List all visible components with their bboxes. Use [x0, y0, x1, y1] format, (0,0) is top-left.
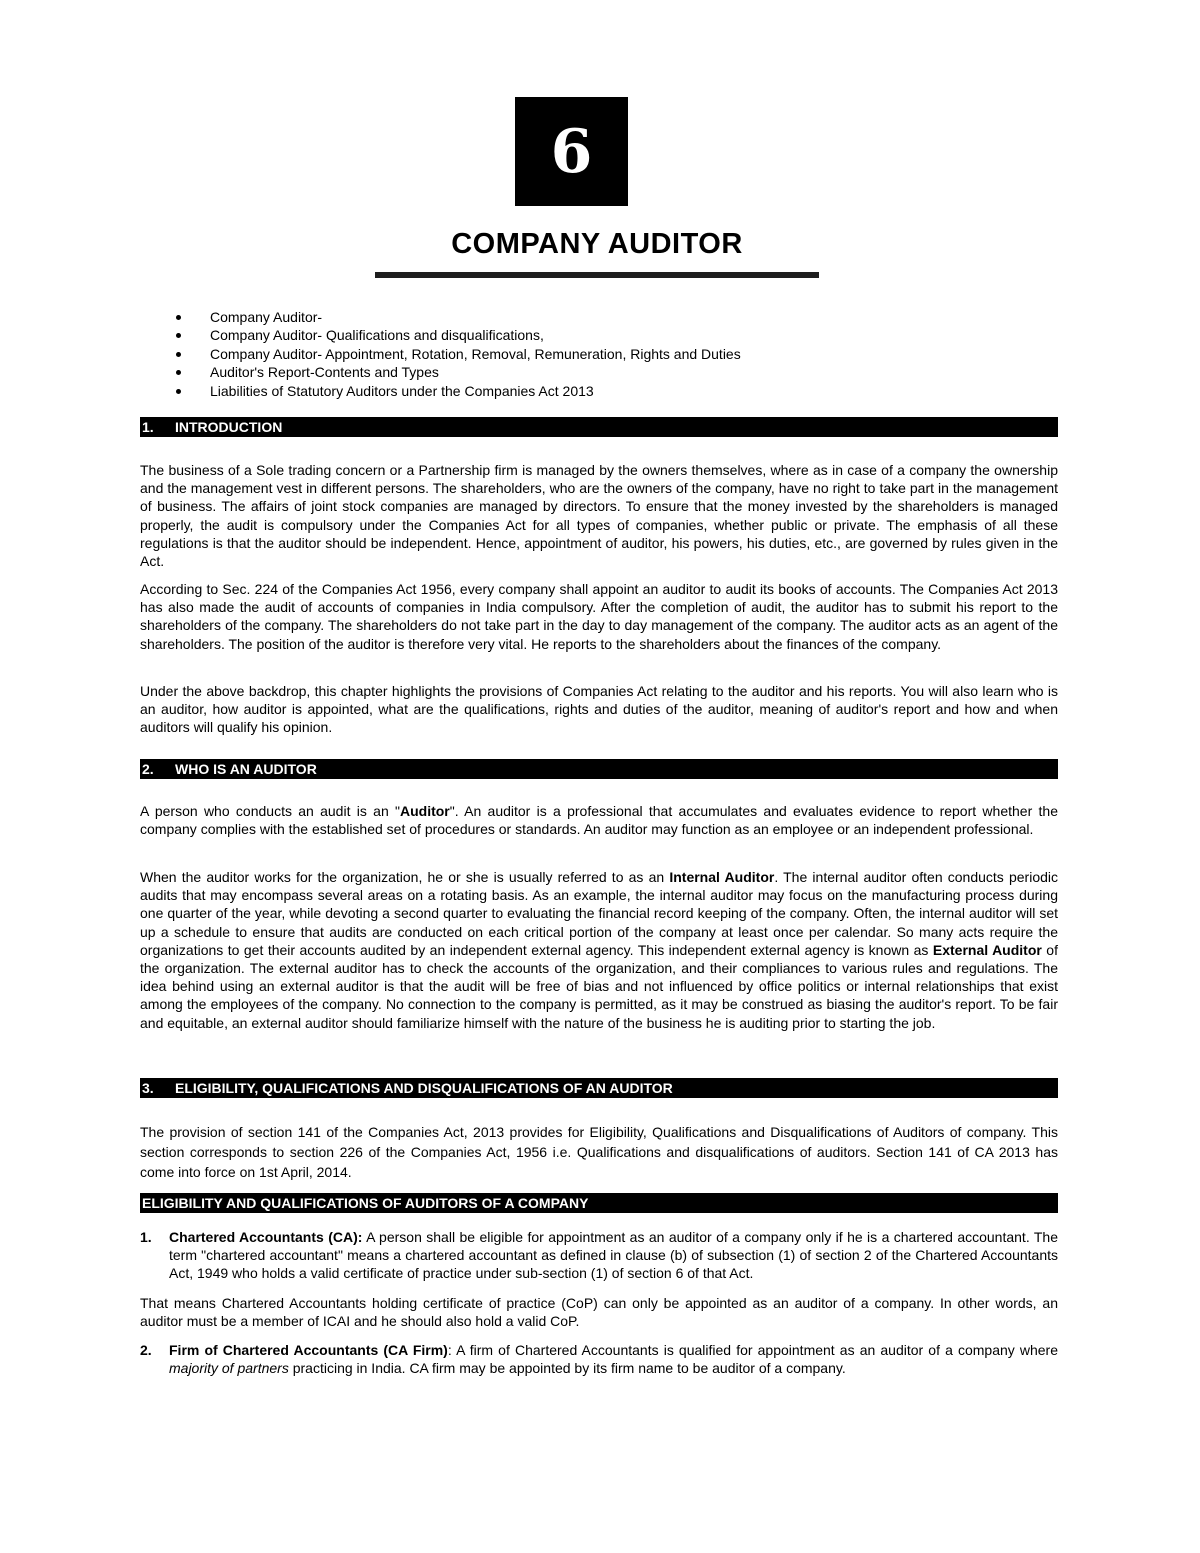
section-heading-who-is-an-auditor [140, 759, 1058, 779]
title-underline [375, 272, 819, 278]
chapter-number-badge [515, 97, 628, 206]
topic-item: Company Auditor- Appointment, Rotation, Removal, Remuneration, Rights and Duties [176, 345, 741, 363]
emphasis-majority-of-partners: majority of partners [169, 1360, 289, 1377]
item-text: A person shall be eligible for appointment as an auditor of a company only if he is a chartered accountant. The term "chartered accountant" means a chartered accountant as defined in clause (b) of subsection (1) of section 2 of the Chartered Accountants Act, 1949 who holds a valid certificate of practice under sub-section (1) of section 6 of that Act. [169, 1229, 1058, 1282]
section-number: 3. [142, 1080, 154, 1096]
item-number: 2. [140, 1342, 152, 1358]
item-text: : A firm of Chartered Accountants is qualified for appointment as an auditor of a company where [447, 1342, 1059, 1358]
who-paragraph-1 [140, 802, 1058, 838]
section-title: ELIGIBILITY, QUALIFICATIONS AND DISQUALIFICATIONS OF AN AUDITOR [175, 1080, 673, 1096]
item-label: Chartered Accountants (CA): [169, 1229, 363, 1245]
subsection-heading-eligibility-qualifications [140, 1193, 1058, 1213]
topic-item: Auditor's Report-Contents and Types [176, 363, 741, 381]
eligibility-paragraph-2: That means Chartered Accountants holding certificate of practice (CoP) can only be appointed as an auditor of a company. In other words, an auditor must be a member of ICAI and he should also hold a valid CoP. [140, 1295, 1058, 1330]
text-run: of the organization. The external auditor has to check the accounts of the organization, and their compliances to various rules and regulations. The idea behind using an external auditor is that the audit will be free of bias and not influenced by office politics or internal relationships that exist among the employees of the company. No connection to the company is permitted, as it may be construed as biasing the auditor's report. To be fair and equitable, an external auditor should familiarize himself with the nature of the business he is auditing prior to starting the job. [140, 941, 1058, 1031]
section-number: 1. [142, 419, 154, 435]
intro-paragraph-1: The business of a Sole trading concern or a Partnership firm is managed by the owners themselves, where as in case of a company the ownership and the management vest in different persons. The shareholders, who are the owners of the company, have no right to take part in the management of business. The affairs of joint stock companies are managed by directors. To ensure that the money invested by the shareholders is managed properly, the audit is compulsory under the Companies Act for all types of companies, whether public or private. The emphasis of all these regulations is that the auditor should be independent. Hence, appointment of auditor, his powers, his duties, etc., are governed by rules given in the Act. [140, 462, 1058, 570]
intro-paragraph-2: According to Sec. 224 of the Companies Act 1956, every company shall appoint an auditor to audit its books of accounts. The Companies Act 2013 has also made the audit of accounts of companies in India compulsory. After the completion of audit, the auditor has to submit his report to the shareholders of the company. The shareholders do not take part in the day to day management of the company. The auditor acts as an agent of the shareholders. The position of the auditor is therefore very vital. He reports to the shareholders about the finances of the company. [140, 581, 1058, 652]
subsection-title: ELIGIBILITY AND QUALIFICATIONS OF AUDITORS OF A COMPANY [142, 1195, 589, 1211]
topic-item: Company Auditor- [176, 308, 741, 326]
section-heading-eligibility [140, 1078, 1058, 1098]
section-heading-introduction [140, 417, 1058, 437]
term-auditor: Auditor [399, 803, 450, 819]
item-label: Firm of Chartered Accountants (CA Firm) [169, 1342, 448, 1358]
term-external-auditor: External Auditor [932, 941, 1042, 958]
who-paragraph-2 [140, 868, 1058, 1032]
text-run: When the auditor works for the organization, he or she is usually referred to as an [140, 869, 670, 885]
text-run: . The internal auditor often conducts periodic audits that may encompass several areas on a rotating basis. As an example, the internal auditor may focus on the manufacturing process during one quarter of the year, while devoting a second quarter to evaluating the financial record keeping of the company. Often, the internal auditor will set up a schedule to ensure that audits are conducted on each critical portion of the company at least once per calendar. So many acts require the organizations to get their accounts audited by an independent external agency. This independent external agency is known as [140, 869, 1059, 958]
intro-paragraph-3: Under the above backdrop, this chapter highlights the provisions of Companies Act relating to the auditor and his reports. You will also learn who is an auditor, how auditor is appointed, what are the qualifications, rights and duties of the auditor, meaning of auditor's report and how and when auditors will qualify his opinion. [140, 683, 1058, 736]
item-number: 1. [140, 1229, 152, 1245]
chapter-number: 6 [550, 116, 593, 187]
text-run: A person who conducts an audit is an " [140, 803, 400, 819]
eligibility-item-2 [140, 1341, 1058, 1377]
term-internal-auditor: Internal Auditor [669, 869, 775, 885]
text-run: ". An auditor is a professional that accumulates and evaluates evidence to report whether the company complies with the established set of procedures or standards. An auditor may function as an employee or an independent professional. [140, 803, 1058, 838]
section-number: 2. [142, 761, 154, 777]
eligibility-item-1 [140, 1228, 1058, 1283]
topic-item: Liabilities of Statutory Auditors under the Companies Act 2013 [176, 382, 741, 400]
section-title: WHO IS AN AUDITOR [175, 761, 317, 777]
chapter-title: COMPANY AUDITOR [451, 228, 743, 260]
section-title: INTRODUCTION [175, 419, 283, 435]
topic-item: Company Auditor- Qualifications and disqualifications, [176, 326, 741, 344]
item-text: practicing in India. CA firm may be appointed by its firm name to be auditor of a company. [288, 1360, 846, 1377]
eligibility-paragraph-1: The provision of section 141 of the Companies Act, 2013 provides for Eligibility, Qualifications and Disqualifications of Auditors of company. This section corresponds to section 226 of the Companies Act, 1956 i.e. Qualifications and disqualifications of auditors. Section 141 of CA 2013 has come into force on 1st April, 2014. [140, 1124, 1058, 1180]
chapter-topics-list [176, 308, 741, 400]
